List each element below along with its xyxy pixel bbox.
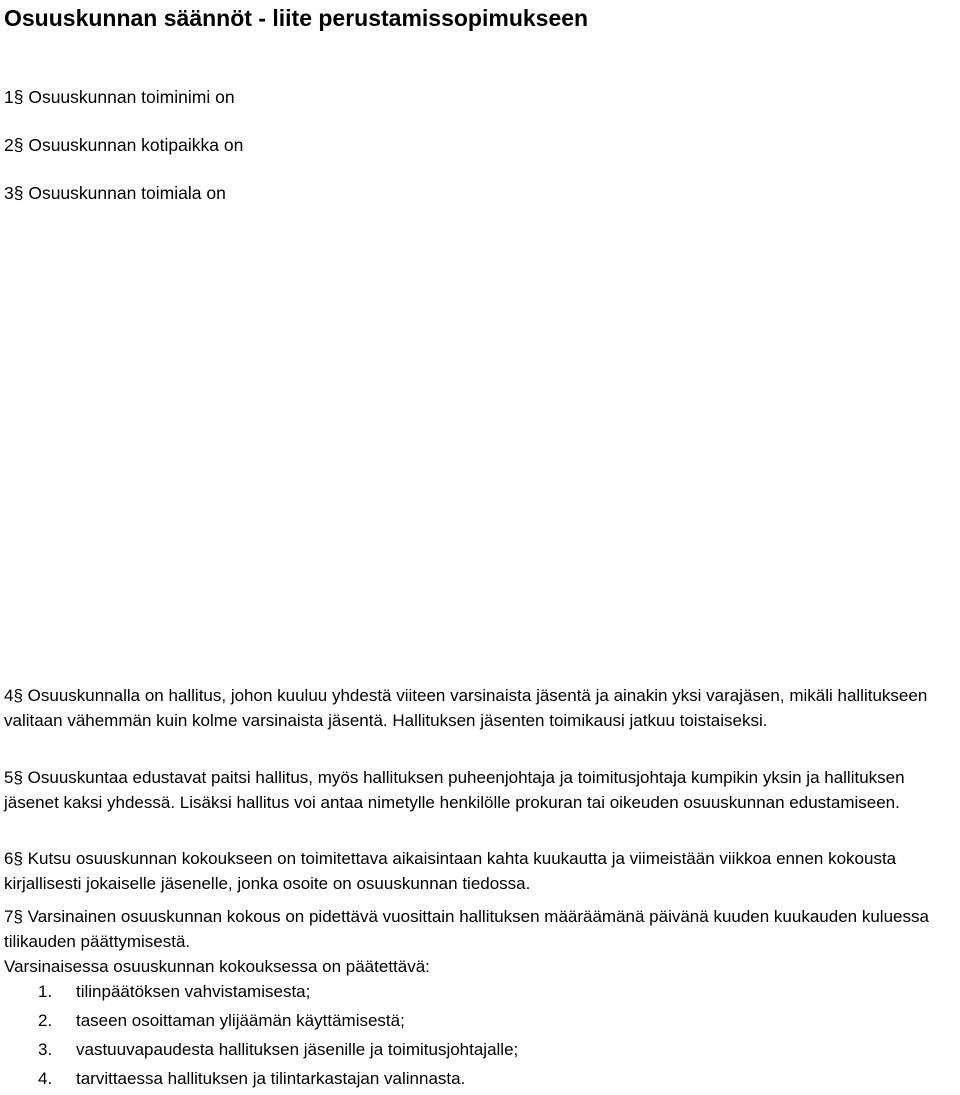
list-item-number: 2. xyxy=(38,1011,53,1030)
section-text: Kutsu osuuskunnan kokoukseen on toimitettava aikaisintaan kahta kuukautta ja viimeistään viikkoa ennen kokousta kirjallisesti jokaiselle jäsenelle, jonka osoite on osuuskunnan tiedossa. xyxy=(4,849,897,893)
list-item-number: 4. xyxy=(38,1069,53,1088)
list-item-text: tarvittaessa hallituksen ja tilintarkastajan valinnasta. xyxy=(76,1069,466,1088)
list-item xyxy=(4,1008,956,1037)
section-text: Osuuskunnan toimiala on xyxy=(23,183,226,203)
section-6 xyxy=(4,846,956,896)
document-page xyxy=(4,0,956,1088)
section-number: 6§ xyxy=(4,849,23,868)
section-text: Osuuskuntaa edustavat paitsi hallitus, myös hallituksen puheenjohtaja ja toimitusjohtaja kumpikin yksin ja hallituksen jäsenet kaksi yhdessä. Lisäksi hallitus voi antaa nimetylle henkilölle prokuran tai oikeuden osuuskunnan edustamiseen. xyxy=(4,768,905,812)
section-number: 5§ xyxy=(4,768,23,787)
list-item-text: taseen osoittaman ylijäämän käyttämisestä; xyxy=(76,1011,405,1030)
document-title: Osuuskunnan säännöt - liite perustamissopimukseen xyxy=(4,5,589,31)
section-4 xyxy=(4,683,956,733)
list-item xyxy=(4,1066,956,1095)
decision-list xyxy=(4,979,956,1095)
list-item-number: 3. xyxy=(38,1040,53,1059)
list-item xyxy=(4,979,956,1008)
section-3 xyxy=(4,182,226,204)
section-number: 7§ xyxy=(4,907,23,926)
section-text: Varsinainen osuuskunnan kokous on pidettävä vuosittain hallituksen määräämänä päivänä kuuden kuukauden kuluessa tilikauden päättymisestä. xyxy=(4,907,929,951)
list-intro: Varsinaisessa osuuskunnan kokouksessa on päätettävä: xyxy=(4,957,430,976)
list-item-text: tilinpäätöksen vahvistamisesta; xyxy=(76,982,311,1001)
list-item-number: 1. xyxy=(38,982,53,1001)
section-text: Osuuskunnalla on hallitus, johon kuuluu yhdestä viiteen varsinaista jäsentä ja ainakin yksi varajäsen, mikäli hallitukseen valitaan vähemmän kuin kolme varsinaista jäsentä. Hallituksen jäsenten toimikausi jatkuu toistaiseksi. xyxy=(4,686,928,730)
section-5 xyxy=(4,765,956,815)
list-item-text: vastuuvapaudesta hallituksen jäsenille ja toimitusjohtajalle; xyxy=(76,1040,519,1059)
section-number: 4§ xyxy=(4,686,23,705)
section-1 xyxy=(4,86,235,108)
list-item xyxy=(4,1037,956,1066)
section-text: Osuuskunnan kotipaikka on xyxy=(23,135,244,155)
section-7 xyxy=(4,904,956,954)
section-number: 2§ xyxy=(4,135,24,155)
section-2 xyxy=(4,134,243,156)
section-number: 1§ xyxy=(4,87,24,107)
section-number: 3§ xyxy=(4,183,24,203)
section-text: Osuuskunnan toiminimi on xyxy=(23,87,235,107)
